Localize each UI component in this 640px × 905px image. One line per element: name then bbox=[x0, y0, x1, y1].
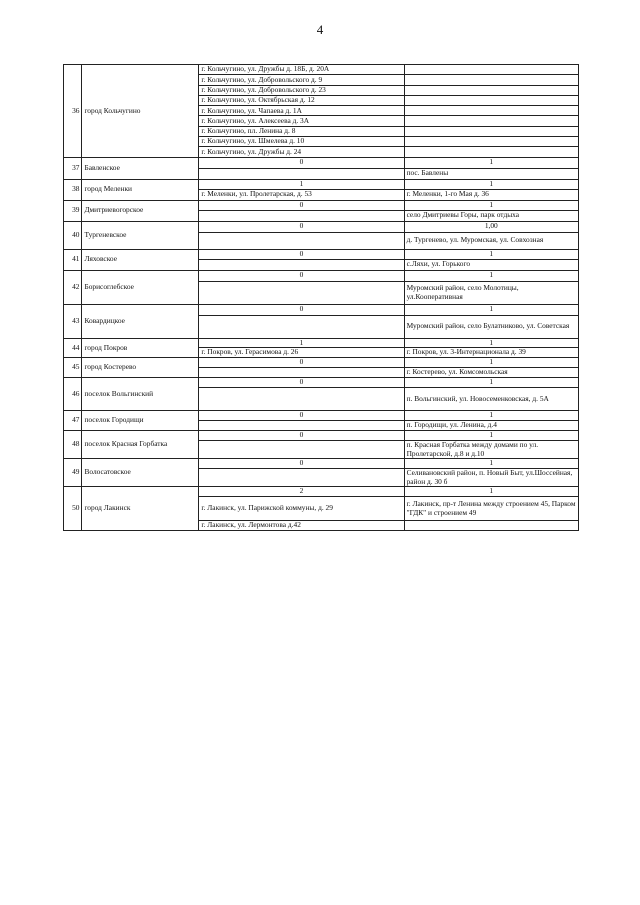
address-cell: г. Кольчугино, ул. Алексеева д. 3А bbox=[199, 116, 404, 126]
address-cell: г. Лакинск, ул. Парижской коммуны, д. 29 bbox=[199, 497, 404, 521]
row-number: 47 bbox=[64, 411, 82, 431]
address-cell: Селивановский район, п. Новый Быт, ул.Шоссейная, район д. 30 б bbox=[404, 469, 578, 487]
empty-cell bbox=[404, 75, 578, 85]
settlement-name: город Меленки bbox=[82, 179, 199, 200]
count-cell: 2 bbox=[199, 487, 404, 497]
settlement-name: Тургеневское bbox=[82, 221, 199, 249]
empty-cell bbox=[404, 147, 578, 157]
count-cell: 1 bbox=[404, 378, 578, 388]
count-cell: 0 bbox=[199, 221, 404, 232]
settlement-name: поселок Городищи bbox=[82, 411, 199, 431]
row-number: 37 bbox=[64, 157, 82, 179]
address-cell: п. Вольгинский, ул. Новосеменковская, д. 5А bbox=[404, 388, 578, 411]
address-cell: г. Лакинск, ул. Лермонтова д.42 bbox=[199, 521, 404, 531]
address-cell: с.Ляхи, ул. Горького bbox=[404, 259, 578, 270]
address-cell bbox=[199, 232, 404, 249]
table-row bbox=[64, 157, 579, 168]
row-number: 44 bbox=[64, 338, 82, 358]
address-cell bbox=[199, 388, 404, 411]
count-cell: 1 bbox=[404, 431, 578, 441]
count-cell: 0 bbox=[199, 358, 404, 368]
address-cell: п. Красная Горбатка между домами по ул. Пролетарской, д.8 и д.10 bbox=[404, 441, 578, 459]
count-cell: 1 bbox=[404, 179, 578, 189]
table-row bbox=[64, 378, 579, 388]
empty-cell bbox=[404, 521, 578, 531]
address-cell: п. Городищи, ул. Ленина, д.4 bbox=[404, 421, 578, 431]
count-cell: 1 bbox=[404, 249, 578, 259]
address-cell bbox=[199, 368, 404, 378]
settlement-name: поселок Вольгинский bbox=[82, 378, 199, 411]
row-number: 41 bbox=[64, 249, 82, 270]
address-cell: г. Кольчугино, ул. Дружбы д. 24 bbox=[199, 147, 404, 157]
count-cell: 0 bbox=[199, 157, 404, 168]
address-cell: г. Кольчугино, ул. Шмелева д. 10 bbox=[199, 137, 404, 147]
address-cell: г. Кольчугино, ул. Добровольского д. 23 bbox=[199, 85, 404, 95]
empty-cell bbox=[404, 106, 578, 116]
count-cell: 0 bbox=[199, 304, 404, 315]
table-row bbox=[64, 200, 579, 210]
row-number: 43 bbox=[64, 304, 82, 338]
address-cell: г. Кольчугино, ул. Октябрьская д. 12 bbox=[199, 95, 404, 105]
count-cell: 0 bbox=[199, 431, 404, 441]
empty-cell bbox=[404, 116, 578, 126]
count-cell: 0 bbox=[199, 459, 404, 469]
address-cell: Муромский район, село Булатниково, ул. Советская bbox=[404, 315, 578, 338]
table-row bbox=[64, 459, 579, 469]
settlement-name: город Покров bbox=[82, 338, 199, 358]
page-number: 4 bbox=[316, 22, 324, 37]
row-number: 40 bbox=[64, 221, 82, 249]
count-cell: 1 bbox=[404, 157, 578, 168]
row-number: 39 bbox=[64, 200, 82, 221]
settlement-name: Волосатовское bbox=[82, 459, 199, 487]
table-row bbox=[64, 487, 579, 497]
row-number: 36 bbox=[64, 65, 82, 158]
count-cell: 0 bbox=[199, 200, 404, 210]
address-cell: г. Кольчугино, ул. Добровольского д. 9 bbox=[199, 75, 404, 85]
address-cell: д. Тургенево, ул. Муромская, ул. Совхозная bbox=[404, 232, 578, 249]
address-cell: г. Костерево, ул. Комсомольская bbox=[404, 368, 578, 378]
count-cell: 1 bbox=[404, 487, 578, 497]
address-cell: г. Лакинск, пр-т Ленина между строением 45, Парком "ГДК" и строением 49 bbox=[404, 497, 578, 521]
registry-table bbox=[63, 64, 579, 531]
table-row bbox=[64, 249, 579, 259]
address-cell: г. Покров, ул. Герасимова д. 26 bbox=[199, 348, 404, 358]
address-cell: пос. Бавлены bbox=[404, 168, 578, 179]
count-cell: 1 bbox=[404, 304, 578, 315]
address-cell bbox=[199, 259, 404, 270]
settlement-name: Дмитриевогорское bbox=[82, 200, 199, 221]
address-cell bbox=[199, 281, 404, 304]
address-cell: Муромский район, село Молотицы, ул.Кооперативная bbox=[404, 281, 578, 304]
count-cell: 0 bbox=[199, 378, 404, 388]
settlement-name: город Лакинск bbox=[82, 487, 199, 531]
count-cell: 1 bbox=[404, 200, 578, 210]
settlement-name: Ляховское bbox=[82, 249, 199, 270]
count-cell: 0 bbox=[199, 270, 404, 281]
empty-cell bbox=[404, 95, 578, 105]
table-row bbox=[64, 304, 579, 315]
address-cell bbox=[199, 469, 404, 487]
table-row bbox=[64, 221, 579, 232]
empty-cell bbox=[404, 126, 578, 136]
address-cell: г. Кольчугино, пл. Ленина д. 8 bbox=[199, 126, 404, 136]
empty-cell bbox=[404, 137, 578, 147]
address-cell: г. Покров, ул. 3-Интернационала д. 39 bbox=[404, 348, 578, 358]
address-cell: г. Меленки, ул. Пролетарская, д. 53 bbox=[199, 189, 404, 200]
count-cell: 1 bbox=[199, 338, 404, 348]
count-cell: 1,00 bbox=[404, 221, 578, 232]
settlement-name: Ковардицкое bbox=[82, 304, 199, 338]
address-cell bbox=[199, 421, 404, 431]
table-row bbox=[64, 270, 579, 281]
count-cell: 1 bbox=[199, 179, 404, 189]
settlement-name: Борисоглебское bbox=[82, 270, 199, 304]
row-number: 38 bbox=[64, 179, 82, 200]
address-cell: село Дмитриевы Горы, парк отдыха bbox=[404, 210, 578, 221]
settlement-name: Бавленское bbox=[82, 157, 199, 179]
empty-cell bbox=[404, 85, 578, 95]
address-cell: г. Кольчугино, ул. Чапаева д. 1А bbox=[199, 106, 404, 116]
count-cell: 0 bbox=[199, 411, 404, 421]
table-row bbox=[64, 358, 579, 368]
address-cell: г. Меленки, 1-го Мая д. 36 bbox=[404, 189, 578, 200]
address-cell: г. Кольчугино, ул. Дружбы д. 18Б, д. 20А bbox=[199, 65, 404, 75]
address-cell bbox=[199, 210, 404, 221]
row-number: 48 bbox=[64, 431, 82, 459]
empty-cell bbox=[404, 65, 578, 75]
table-row bbox=[64, 431, 579, 441]
count-cell: 1 bbox=[404, 270, 578, 281]
table-row bbox=[64, 338, 579, 348]
address-cell bbox=[199, 315, 404, 338]
row-number: 45 bbox=[64, 358, 82, 378]
row-number: 50 bbox=[64, 487, 82, 531]
count-cell: 1 bbox=[404, 411, 578, 421]
address-cell bbox=[199, 168, 404, 179]
address-cell bbox=[199, 441, 404, 459]
row-number: 49 bbox=[64, 459, 82, 487]
table-row bbox=[64, 65, 579, 75]
settlement-name: город Костерево bbox=[82, 358, 199, 378]
settlement-name: город Кольчугино bbox=[82, 65, 199, 158]
row-number: 46 bbox=[64, 378, 82, 411]
row-number: 42 bbox=[64, 270, 82, 304]
table-row bbox=[64, 179, 579, 189]
count-cell: 0 bbox=[199, 249, 404, 259]
count-cell: 1 bbox=[404, 358, 578, 368]
count-cell: 1 bbox=[404, 459, 578, 469]
settlement-name: поселок Красная Горбатка bbox=[82, 431, 199, 459]
count-cell: 1 bbox=[404, 338, 578, 348]
table-row bbox=[64, 411, 579, 421]
